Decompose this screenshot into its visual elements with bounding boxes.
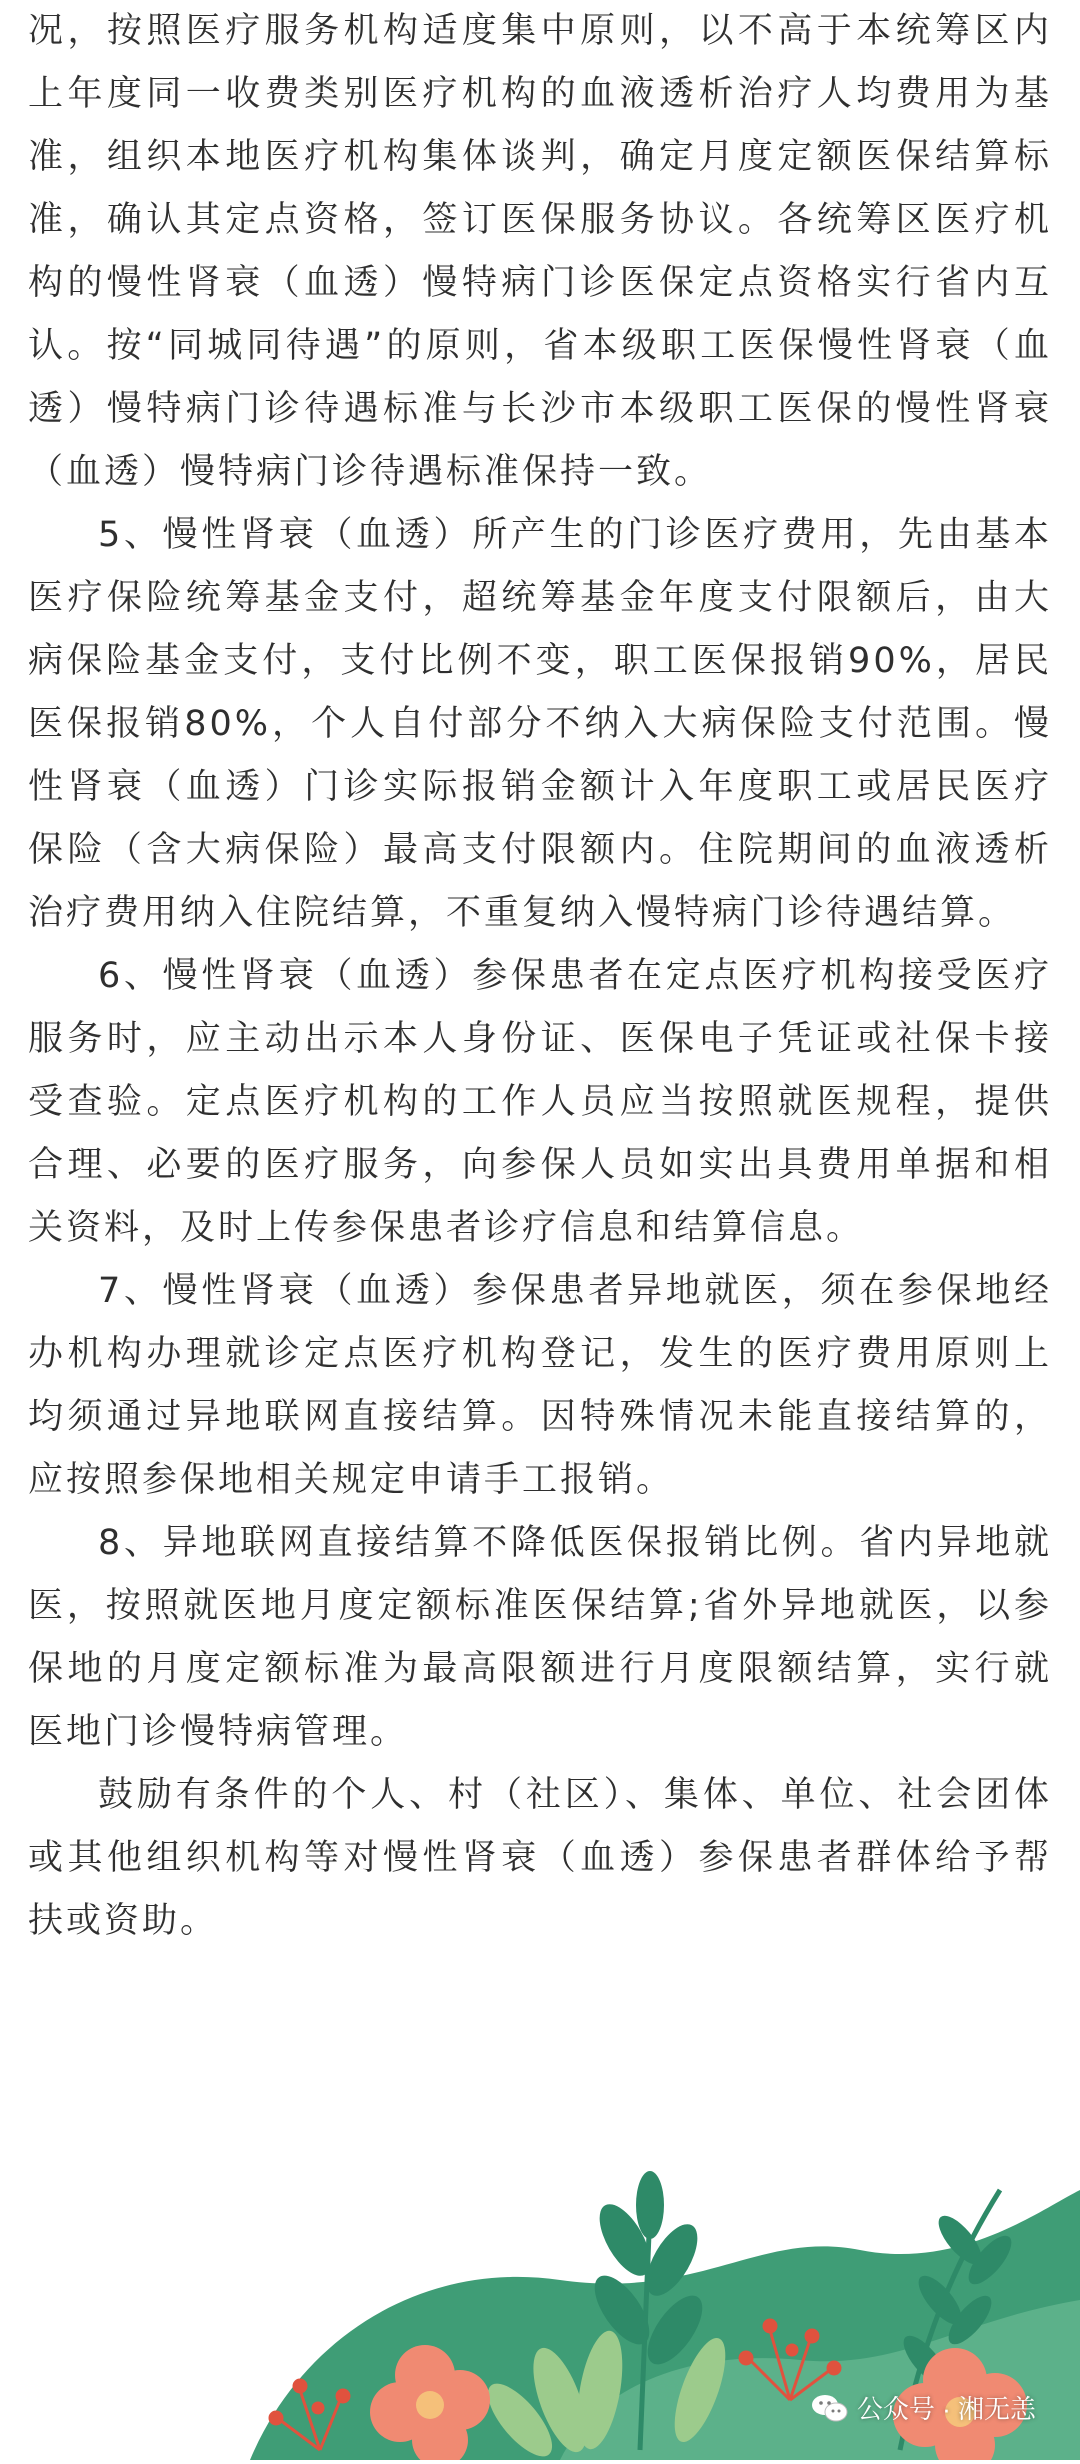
decorative-plant-illustration bbox=[0, 2150, 1080, 2460]
paragraph-encourage: 鼓励有条件的个人、村（社区）、集体、单位、社会团体或其他组织机构等对慢性肾衰（血透）参保患者群体给予帮扶或资助。 bbox=[28, 1775, 1052, 1941]
watermark-text: 公众号 · 湘无恙 bbox=[856, 2394, 1036, 2424]
article-body bbox=[28, 0, 1052, 1953]
paragraph-item-5: 5、慢性肾衰（血透）所产生的门诊医疗费用，先由基本医疗保险统筹基金支付，超统筹基金年度支付限额后，由大病保险基金支付，支付比例不变，职工医保报销90%，居民医保报销80%，个人自付部分不纳入大病保险支付范围。慢性肾衰（血透）门诊实际报销金额计入年度职工或居民医疗保险（含大病保险）最高支付限额内。住院期间的血液透析治疗费用纳入住院结算，不重复纳入慢特病门诊待遇结算。 bbox=[28, 515, 1052, 933]
paragraph-intro: 况，按照医疗服务机构适度集中原则，以不高于本统筹区内上年度同一收费类别医疗机构的血液透析治疗人均费用为基准，组织本地医疗机构集体谈判，确定月度定额医保结算标准，确认其定点资格，签订医保服务协议。各统筹区医疗机构的慢性肾衰（血透）慢特病门诊医保定点资格实行省内互认。按“同城同待遇”的原则，省本级职工医保慢性肾衰（血透）慢特病门诊待遇标准与长沙市本级职工医保的慢性肾衰（血透）慢特病门诊待遇标准保持一致。 bbox=[28, 11, 1052, 492]
watermark bbox=[811, 2389, 1036, 2426]
paragraph-item-6: 6、慢性肾衰（血透）参保患者在定点医疗机构接受医疗服务时，应主动出示本人身份证、医保电子凭证或社保卡接受查验。定点医疗机构的工作人员应当按照就医规程，提供合理、必要的医疗服务，向参保人员如实出具费用单据和相关资料，及时上传参保患者诊疗信息和结算信息。 bbox=[28, 956, 1052, 1248]
wechat-icon bbox=[811, 2393, 849, 2423]
paragraph-item-7: 7、慢性肾衰（血透）参保患者异地就医，须在参保地经办机构办理就诊定点医疗机构登记，发生的医疗费用原则上均须通过异地联网直接结算。因特殊情况未能直接结算的，应按照参保地相关规定申请手工报销。 bbox=[28, 1271, 1052, 1500]
paragraph-item-8: 8、异地联网直接结算不降低医保报销比例。省内异地就医，按照就医地月度定额标准医保结算;省外异地就医，以参保地的月度定额标准为最高限额进行月度限额结算，实行就医地门诊慢特病管理。 bbox=[28, 1523, 1052, 1752]
